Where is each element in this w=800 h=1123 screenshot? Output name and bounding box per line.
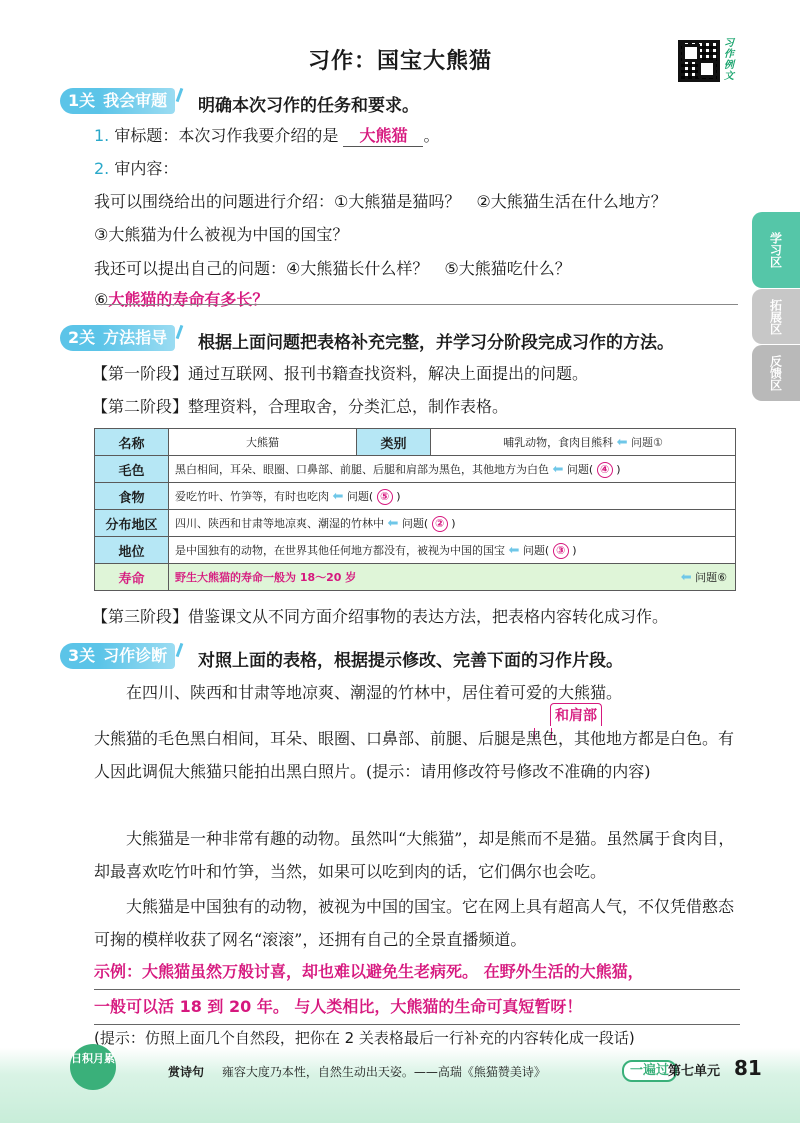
item1-number: 1. (94, 126, 110, 145)
brand-logo: 一遍过 (622, 1060, 677, 1082)
essay-paragraph-3: 大熊猫是一种非常有趣的动物。虽然叫“大熊猫”，却是熊而不是猫。虽然属于食肉目，却最喜欢吃竹叶和竹笋，当然，如果可以吃到肉的话，它们偶尔也会吃。 (94, 829, 735, 881)
item2-number: 2. (94, 159, 110, 178)
fur-text: 黑白相间，耳朵、眼圈、口鼻部、前腿、后腿和肩部为黑色，其他地方为白色 (175, 462, 549, 476)
arrow-left-icon: ⬅ (680, 570, 692, 585)
page-title: 习作：国宝大熊猫 (307, 49, 492, 74)
stage1-line3: 我可以围绕给出的问题进行介绍：①大熊猫是猫吗？ ②大熊猫生活在什么地方？ (94, 192, 667, 211)
qr-label: 习作例文 (724, 38, 734, 82)
question-ref: 问题( (522, 543, 550, 557)
phase2-text: 【第二阶段】整理资料，合理取舍，分类汇总，制作表格。 (92, 397, 509, 416)
item1-end: 。 (423, 126, 440, 145)
stage2-number: 2关 (60, 325, 99, 351)
status-text: 是中国独有的动物，在世界其他任何地方都没有，被视为中国的国宝 (175, 543, 505, 557)
lifespan-text: 野生大熊猫的寿命一般为 18～20 岁 (175, 571, 357, 584)
cell-header-status: 地位 (95, 537, 169, 564)
cell-status-value (169, 537, 736, 564)
quote-label: 赏诗句 (168, 1065, 205, 1079)
line6-answer: 大熊猫的寿命有多长？ (108, 290, 269, 309)
phase1-text: 【第一阶段】通过互联网、报刊书籍查找资料，解决上面提出的问题。 (92, 364, 589, 383)
tab-expand-zone[interactable]: 拓展区 (752, 289, 800, 344)
line6-prefix: ⑥ (94, 290, 109, 309)
question-ref-end: ) (572, 543, 577, 557)
arrow-left-icon: ⬅ (387, 515, 399, 531)
cell-header-category: 类别 (357, 429, 431, 456)
stage1-description: 明确本次习作的任务和要求。 (198, 96, 419, 116)
stage1-line4: ③大熊猫为什么被视为中国的国宝？ (94, 225, 349, 244)
page-number: 81 (734, 1056, 762, 1080)
badge-tick-icon (176, 88, 184, 102)
table-row (95, 483, 736, 510)
question-ref: 问题① (631, 436, 663, 449)
stage1-badge (60, 88, 181, 114)
question-ref: 问题( (401, 516, 429, 530)
badge-tick-icon (176, 325, 184, 339)
hint-note: (提示：仿照上面几个自然段，把你在 2 关表格最后一行补充的内容转化成一段话) (94, 1029, 635, 1047)
cell-header-lifespan: 寿命 (95, 564, 169, 591)
question-ref-end: ) (451, 516, 456, 530)
cell-region-value (169, 510, 736, 537)
cell-food-value (169, 483, 736, 510)
cell-lifespan-value (169, 564, 736, 591)
item1-answer: 大熊猫 (343, 123, 423, 147)
arrow-left-icon: ⬅ (332, 488, 344, 504)
stage2-description: 根据上面问题把表格补充完整，并学习分阶段完成习作的方法。 (198, 333, 674, 353)
info-table (94, 428, 736, 591)
arrow-left-icon: ⬅ (616, 435, 628, 450)
table-row (95, 537, 736, 564)
stage3-label: 习作诊断 (99, 643, 175, 669)
question-ref-end: ) (396, 489, 401, 503)
region-text: 四川、陕西和甘肃等地凉爽、潮湿的竹林中 (175, 516, 384, 530)
stage1-number: 1关 (60, 88, 99, 114)
qr-code[interactable] (678, 40, 720, 82)
footer-quote (168, 1063, 546, 1080)
stage1-label: 我会审题 (99, 88, 175, 114)
footer-badge: 日积月累 (70, 1044, 116, 1090)
stage2-label: 方法指导 (99, 325, 175, 351)
stage3-description: 对照上面的表格，根据提示修改、完善下面的习作片段。 (198, 651, 623, 671)
stage2-badge (60, 325, 181, 351)
quote-text: 雍容大度乃本性，自然生动出天姿。——高瑞《熊猫赞美诗》 (221, 1065, 546, 1079)
item1-text: 审标题：本次习作我要介绍的是 (114, 126, 339, 145)
stage1-line6 (94, 287, 268, 310)
stage3-badge (60, 643, 181, 669)
table-row (95, 429, 736, 456)
example-answer (94, 955, 740, 1025)
cell-header-food: 食物 (95, 483, 169, 510)
answer-circle: ④ (597, 462, 613, 478)
answer-circle: ② (432, 516, 448, 532)
arrow-left-icon: ⬅ (552, 461, 564, 477)
example-line-2: 一般可以活 18 到 20 年。 与人类相比，大熊猫的生命可真短暂呀！ (94, 990, 740, 1025)
cell-category-value (431, 429, 736, 456)
tab-feedback-zone[interactable]: 反馈区 (752, 345, 800, 401)
revision-insert: 和肩部 (550, 703, 602, 726)
stage3-number: 3关 (60, 643, 99, 669)
question-ref: 问题( (346, 489, 374, 503)
unit-label: 第七单元 (668, 1064, 721, 1079)
tab-study-zone[interactable]: 学习区 (752, 212, 800, 288)
answer-underline (96, 304, 738, 305)
cell-fur-value (169, 456, 736, 483)
food-text: 爱吃竹叶、竹笋等，有时也吃肉 (175, 489, 329, 503)
phase3-text: 【第三阶段】借鉴课文从不同方面介绍事物的表达方法，把表格内容转化成习作。 (92, 607, 669, 626)
category-text: 哺乳动物，食肉目熊科 (503, 436, 614, 449)
answer-circle: ⑤ (377, 489, 393, 505)
question-ref-end: ) (616, 462, 621, 476)
lifespan-ref (681, 569, 727, 585)
table-row (95, 510, 736, 537)
arrow-left-icon: ⬅ (508, 542, 520, 558)
essay-paragraph-4: 大熊猫是中国独有的动物，被视为中国的国宝。它在网上具有超高人气，不仅凭借憨态可掬的模样收获了网名“滚滚”，还拥有自己的全景直播频道。 (94, 897, 735, 949)
question-ref: 问题( (566, 462, 594, 476)
stage1-line5: 我还可以提出自己的问题：④大熊猫长什么样？ ⑤大熊猫吃什么？ (94, 259, 571, 278)
example-line-1: 示例：大熊猫虽然万般讨喜，却也难以避免生老病死。 在野外生活的大熊猫， (94, 955, 740, 990)
stage1-item2 (94, 156, 178, 179)
question-ref: 问题⑥ (695, 571, 727, 584)
essay-paragraph-1: 在四川、陕西和甘肃等地凉爽、潮湿的竹林中，居住着可爱的大熊猫。 (126, 683, 623, 702)
cell-header-name: 名称 (95, 429, 169, 456)
table-row (95, 564, 736, 591)
cell-header-fur: 毛色 (95, 456, 169, 483)
table-row (95, 456, 736, 483)
item2-text: 审内容： (114, 159, 179, 178)
cell-header-region: 分布地区 (95, 510, 169, 537)
badge-tick-icon (176, 643, 184, 657)
answer-circle: ③ (553, 543, 569, 559)
cell-name-value: 大熊猫 (169, 429, 357, 456)
essay-paragraph-2: 大熊猫的毛色黑白相间，耳朵、眼圈、口鼻部、前腿、后腿是黑色，其他地方都是白色。有人因此调侃大熊猫只能拍出黑白照片。(提示：请用修改符号修改不准确的内容) (94, 729, 735, 781)
stage1-item1 (94, 123, 439, 147)
